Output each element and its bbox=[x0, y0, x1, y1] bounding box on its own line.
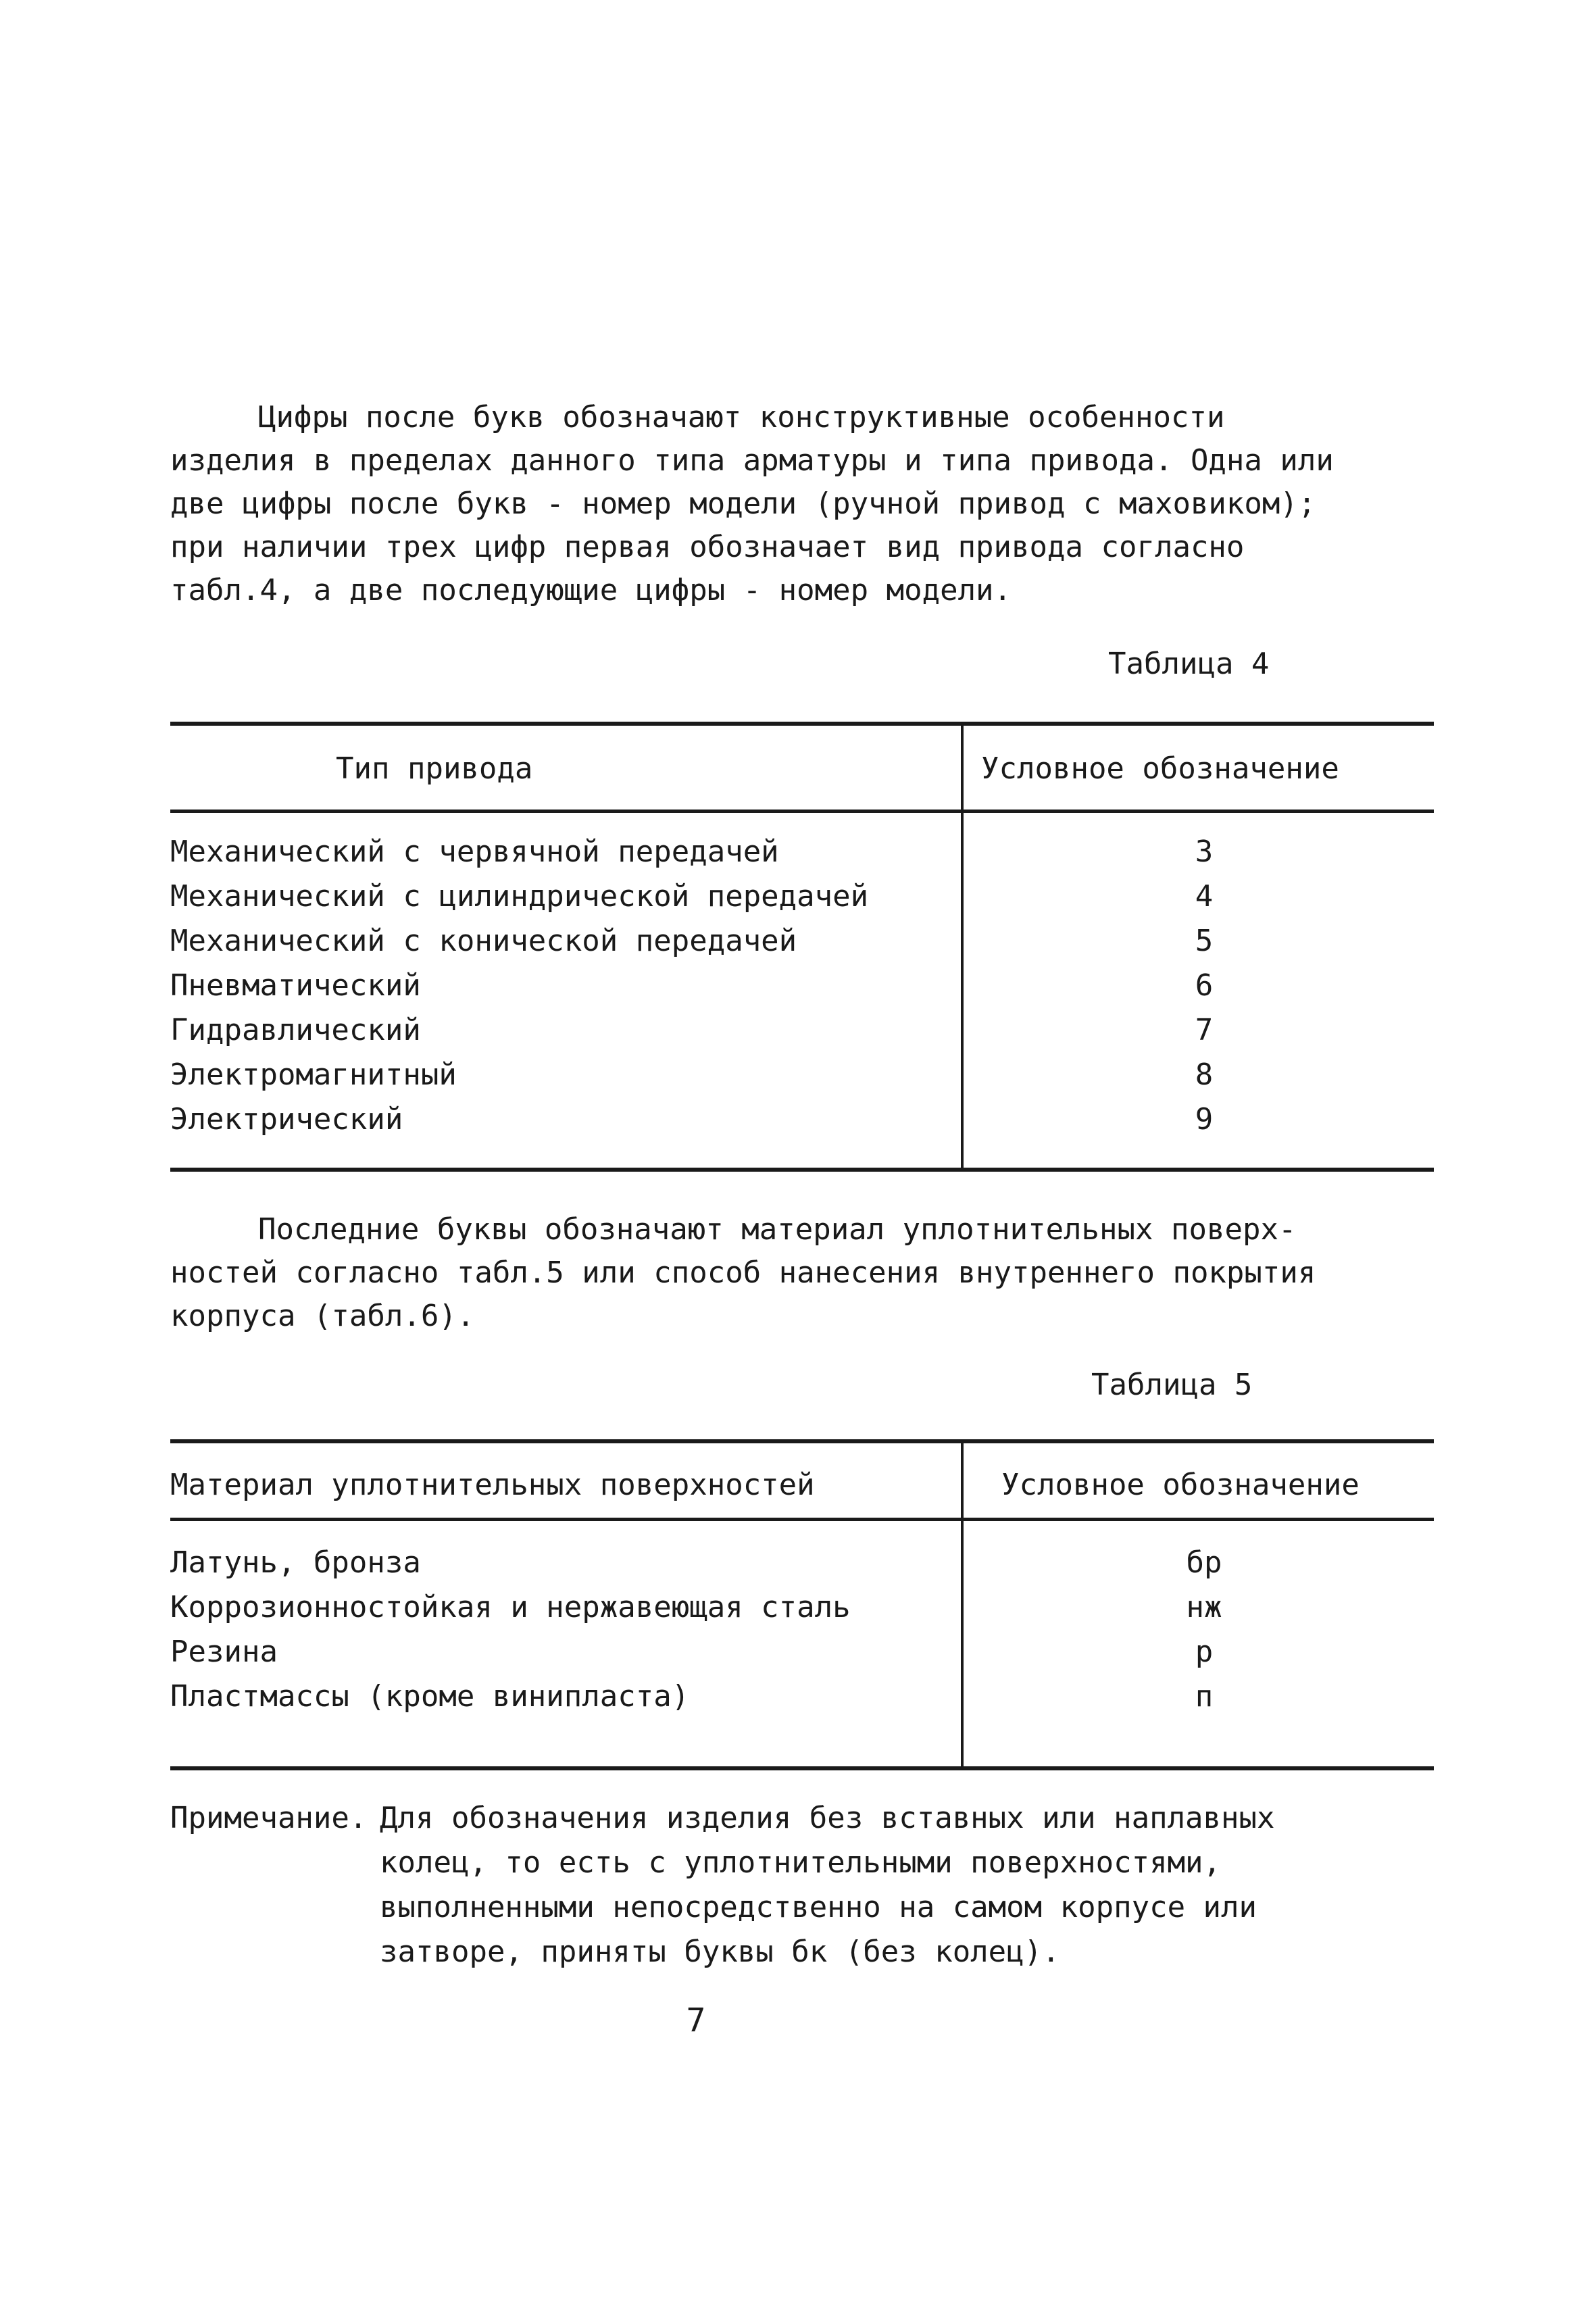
table5-cell-code: бр bbox=[1186, 1545, 1222, 1580]
intro-line: Цифры после букв обозначают конструктивные особенности bbox=[258, 400, 1225, 434]
table4-cell-type: Гидравлический bbox=[170, 1013, 421, 1047]
table-row bbox=[170, 1541, 1434, 1585]
table4-cell-code: 8 bbox=[1195, 1057, 1214, 1092]
table4-bottom-rule bbox=[170, 1168, 1434, 1172]
table4-cell-type: Механический с цилиндрической передачей bbox=[170, 879, 869, 914]
table4 bbox=[170, 722, 1434, 1174]
table4-top-rule bbox=[170, 722, 1434, 726]
table4-cell-type: Механический с конической передачей bbox=[170, 924, 797, 958]
table4-cell-type: Электромагнитный bbox=[170, 1057, 457, 1092]
table-row bbox=[170, 1008, 1434, 1053]
table-row bbox=[170, 1630, 1434, 1674]
note-line: затворе, приняты буквы бк (без колец). bbox=[380, 1935, 1060, 1969]
table4-caption: Таблица 4 bbox=[1108, 647, 1270, 681]
table-row bbox=[170, 1053, 1434, 1097]
note-label: Примечание. bbox=[170, 1801, 368, 1835]
page-number: 7 bbox=[686, 2001, 706, 2039]
table4-cell-type: Электрический bbox=[170, 1102, 403, 1137]
table5-cell-material: Пластмассы (кроме винипласта) bbox=[170, 1679, 690, 1714]
note-line: выполненными непосредственно на самом корпусе или bbox=[380, 1890, 1257, 1924]
intro-line: две цифры после букв - номер модели (ручной привод с маховиком); bbox=[170, 487, 1316, 521]
table4-cell-code: 5 bbox=[1195, 924, 1214, 958]
note-line: колец, то есть с уплотнительными поверхностями, bbox=[380, 1845, 1222, 1880]
table5-cell-material: Резина bbox=[170, 1635, 278, 1669]
table4-cell-code: 6 bbox=[1195, 968, 1214, 1003]
table4-cell-type: Пневматический bbox=[170, 968, 421, 1003]
table5-top-rule bbox=[170, 1439, 1434, 1443]
table4-cell-code: 9 bbox=[1195, 1102, 1214, 1137]
intro-line: при наличии трех цифр первая обозначает вид привода согласно bbox=[170, 530, 1245, 564]
table4-header-type: Тип привода bbox=[336, 751, 533, 786]
table5-cell-code: нж bbox=[1186, 1590, 1222, 1624]
table5-cell-material: Латунь, бронза bbox=[170, 1545, 421, 1580]
table4-cell-code: 4 bbox=[1195, 879, 1214, 914]
table5-header-rule bbox=[170, 1518, 1434, 1521]
table-row bbox=[170, 830, 1434, 874]
table4-cell-type: Механический с червячной передачей bbox=[170, 835, 779, 869]
table5 bbox=[170, 1439, 1434, 1777]
table-row bbox=[170, 1097, 1434, 1142]
table5-caption: Таблица 5 bbox=[1091, 1368, 1253, 1402]
table-row bbox=[170, 964, 1434, 1008]
table5-cell-code: р bbox=[1195, 1635, 1214, 1669]
middle-line: ностей согласно табл.5 или способ нанесения внутреннего покрытия bbox=[170, 1255, 1316, 1290]
note-line: Для обозначения изделия без вставных или наплавных bbox=[380, 1801, 1275, 1835]
middle-line: Последние буквы обозначают материал уплотнительных поверх- bbox=[258, 1212, 1297, 1247]
middle-line: корпуса (табл.6). bbox=[170, 1299, 475, 1333]
table-row bbox=[170, 919, 1434, 964]
table-row bbox=[170, 874, 1434, 919]
table4-header-code: Условное обозначение bbox=[981, 751, 1339, 786]
table5-bottom-rule bbox=[170, 1766, 1434, 1770]
table-row bbox=[170, 1674, 1434, 1719]
table5-header-code: Условное обозначение bbox=[1001, 1468, 1360, 1502]
table5-header-material: Материал уплотнительных поверхностей bbox=[170, 1468, 815, 1502]
middle-paragraph bbox=[170, 1208, 1366, 1338]
note bbox=[170, 1796, 1387, 1978]
table4-cell-code: 7 bbox=[1195, 1013, 1214, 1047]
table4-cell-code: 3 bbox=[1195, 835, 1214, 869]
table4-header-rule bbox=[170, 810, 1434, 813]
table5-cell-code: п bbox=[1195, 1679, 1214, 1714]
intro-paragraph bbox=[170, 396, 1366, 612]
table5-cell-material: Коррозионностойкая и нержавеющая сталь bbox=[170, 1590, 851, 1624]
note-body bbox=[380, 1796, 1275, 1974]
intro-line: табл.4, а две последующие цифры - номер модели. bbox=[170, 573, 1012, 607]
table-row bbox=[170, 1585, 1434, 1630]
intro-line: изделия в пределах данного типа арматуры и типа привода. Одна или bbox=[170, 443, 1334, 478]
